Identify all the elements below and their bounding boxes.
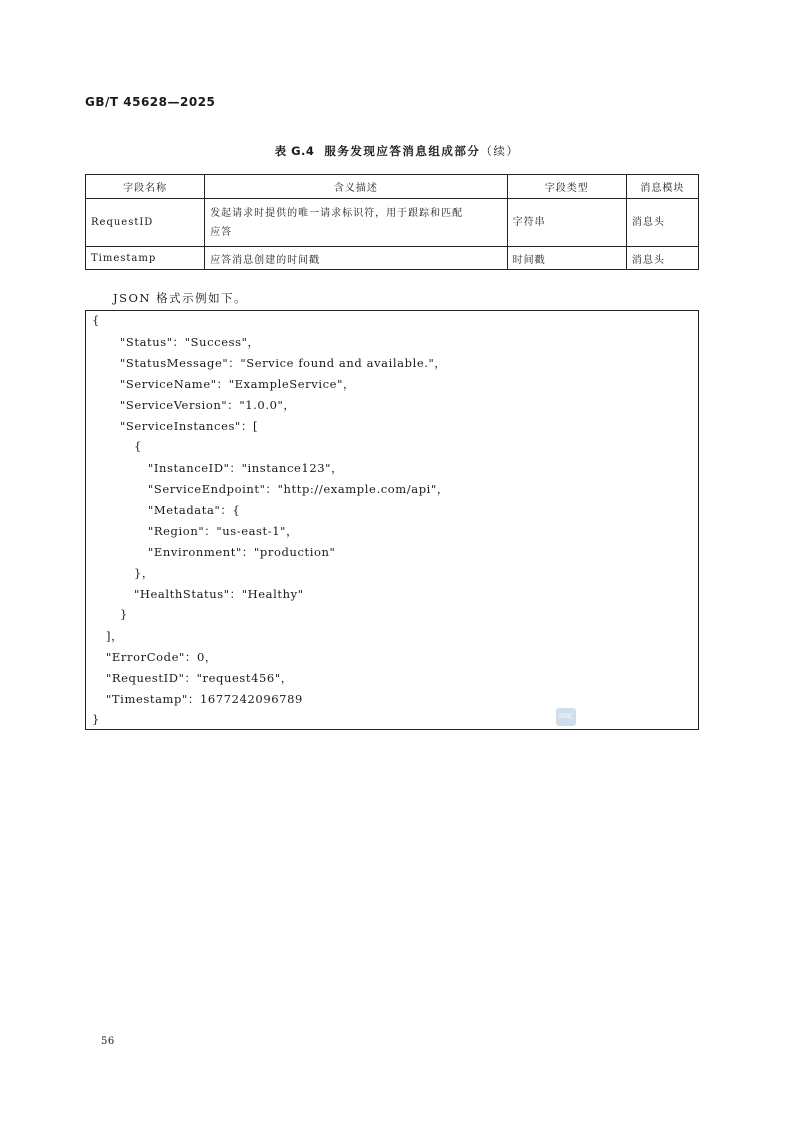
code-line: "Metadata"：{: [148, 503, 241, 517]
code-line: {: [92, 313, 100, 327]
cell-description: [205, 199, 507, 247]
code-line: }: [120, 607, 128, 621]
cell-field-name: Timestamp: [86, 247, 205, 270]
code-line: }: [92, 712, 100, 726]
table-row: [86, 247, 699, 270]
example-intro: JSON 格式示例如下。: [113, 291, 248, 305]
code-line: "Timestamp"：1677242096789: [106, 692, 303, 706]
table-title: [0, 143, 794, 159]
column-header-field-type: 字段类型: [507, 175, 626, 199]
cell-field-type: 时间戳: [507, 247, 626, 270]
code-line: "ServiceInstances"：[: [120, 419, 259, 433]
description-line: 应答: [210, 226, 233, 238]
cell-description: 应答消息创建的时间戳: [205, 247, 507, 270]
column-header-field-name: 字段名称: [86, 175, 205, 199]
code-line: "Region"："us-east-1"，: [148, 524, 299, 538]
page-number: 56: [101, 1036, 115, 1047]
column-header-message-module: 消息模块: [626, 175, 698, 199]
code-line: {: [134, 439, 142, 453]
code-line: "Status"："Success"，: [120, 335, 260, 349]
code-line: "ServiceVersion"："1.0.0"，: [120, 398, 296, 412]
standard-id: GB/T 45628—2025: [85, 95, 216, 109]
code-line: "ServiceName"："ExampleService"，: [120, 377, 356, 391]
fields-table: [85, 174, 699, 270]
code-line: "HealthStatus"："Healthy": [134, 587, 304, 601]
cell-field-type: 字符串: [507, 199, 626, 247]
code-line: "Environment"："production": [148, 545, 336, 559]
table-number: 表 G.4: [274, 144, 315, 158]
cell-message-module: 消息头: [626, 199, 698, 247]
table-continued: （续）: [480, 144, 520, 158]
table-header-row: [86, 175, 699, 199]
cell-field-name: RequestID: [86, 199, 205, 247]
code-line: "ServiceEndpoint"："http://example.com/api"，: [148, 482, 449, 496]
code-line: "StatusMessage"："Service found and available."，: [120, 356, 447, 370]
code-line: "InstanceID"："instance123"，: [148, 461, 344, 475]
watermark-logo: SDIC: [556, 708, 576, 726]
table-title-text: 服务发现应答消息组成部分: [324, 144, 481, 158]
json-code-block: [85, 310, 699, 730]
code-line: ]，: [106, 629, 124, 643]
column-header-description: 含义描述: [205, 175, 507, 199]
code-line: "ErrorCode"：0，: [106, 650, 217, 664]
table-row: [86, 199, 699, 247]
cell-message-module: 消息头: [626, 247, 698, 270]
description-line: 发起请求时提供的唯一请求标识符，用于跟踪和匹配: [210, 207, 464, 219]
code-line: }，: [134, 566, 155, 580]
code-line: "RequestID"："request456"，: [106, 671, 293, 685]
